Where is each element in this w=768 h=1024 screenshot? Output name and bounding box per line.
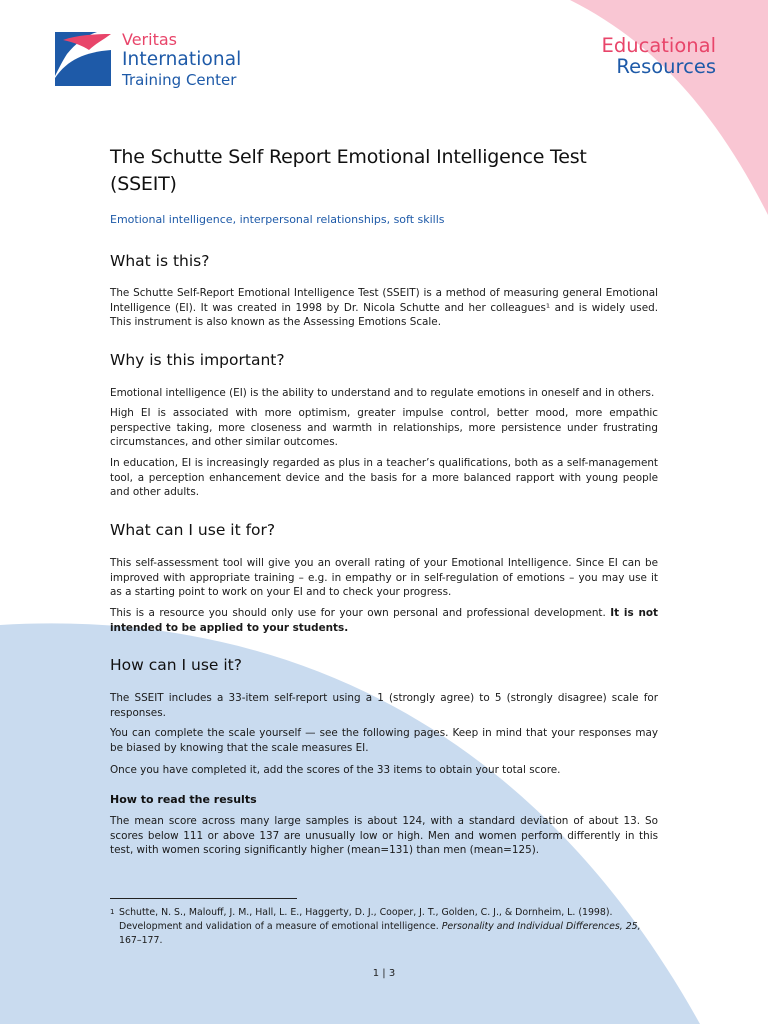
- section-heading-use-for: What can I use it for?: [110, 521, 276, 539]
- org-name-line2: International: [122, 49, 242, 70]
- section-heading-how: How can I use it?: [110, 656, 242, 674]
- organization-name: [122, 32, 241, 88]
- what-paragraph-1: The Schutte Self-Report Emotional Intelligence Test (SSEIT) is a method of measuring general Emotional Intelligence (EI). It was created in 1998 by Dr. Nicola Schutte and her colleagues¹ and is widely used. This instrument is also known as the Assessing Emotions Scale.: [110, 287, 658, 329]
- footnote-number: 1: [110, 908, 115, 916]
- footnote-divider: [110, 898, 297, 899]
- page-number: 1 | 3: [372, 968, 396, 979]
- educational-resources-label: [602, 35, 716, 78]
- why-paragraph-3: In education, EI is increasingly regarded as plus in a teacher’s qualifications, both as a self-management tool, a perception enhancement device and the basis for a more balanced rapport with young people and other adults.: [110, 457, 658, 499]
- how-paragraph-2: You can complete the scale yourself — see the following pages. Keep in mind that your responses may be biased by knowing that the scale measures EI.: [110, 727, 658, 754]
- badge-line1: Educational: [601, 34, 716, 57]
- topic-tags: Emotional intelligence, interpersonal relationships, soft skills: [110, 213, 445, 226]
- use-for-paragraph-2: [110, 606, 658, 635]
- why-paragraph-2: High EI is associated with more optimism, greater impulse control, better mood, more empathic perspective taking, more closeness and warmth in relationships, more persistence under frustrating circumstances, and other similar outcomes.: [110, 407, 658, 449]
- footnote: [110, 906, 660, 948]
- veritas-logo-icon: [53, 30, 113, 88]
- footnote-citation: Schutte, N. S., Malouff, J. M., Hall, L. E., Haggerty, D. J., Cooper, J. T., Golden, C. J., & Dornheim, L. (1998). Development and validation of a measure of emotional intelligence.: [119, 907, 613, 932]
- section-heading-what: What is this?: [110, 252, 210, 270]
- org-name-line3: Training Center: [122, 70, 237, 89]
- section-heading-results: How to read the results: [110, 793, 257, 806]
- why-paragraph-1: Emotional intelligence (EI) is the ability to understand and to regulate emotions in oneself and in others.: [110, 387, 655, 399]
- badge-line2: Resources: [616, 55, 716, 79]
- footnote-pages: 167–177.: [119, 935, 163, 946]
- use-for-paragraph-1: This self-assessment tool will give you an overall rating of your Emotional Intelligence. Since EI can be improved with appropriate training – e.g. in empathy or in self-regulation of emotions – you may use it as a starting point to work on your EI and to check your progress.: [110, 557, 658, 599]
- how-paragraph-1: The SSEIT includes a 33-item self-report using a 1 (strongly agree) to 5 (strongly disagree) scale for responses.: [110, 692, 658, 719]
- footnote-journal: Personality and Individual Differences, 25,: [441, 921, 641, 932]
- section-heading-why: Why is this important?: [110, 351, 285, 369]
- footnote-text: [110, 906, 660, 948]
- org-name-line1: Veritas: [122, 30, 177, 49]
- use-for-warning: It is not intended to be applied to your students.: [110, 607, 658, 634]
- results-paragraph-1: The mean score across many large samples is about 124, with a standard deviation of about 13. So scores below 111 or above 137 are unusually low or high. Men and women perform differently in this test, with women scoring significantly higher (mean=131) than men (mean=125).: [110, 815, 658, 857]
- how-paragraph-3: Once you have completed it, add the scores of the 33 items to obtain your total score.: [110, 764, 561, 776]
- use-for-paragraph-2-text: This is a resource you should only use for your own personal and professional development.: [110, 607, 606, 619]
- document-title: The Schutte Self Report Emotional Intelligence Test (SSEIT): [110, 146, 587, 195]
